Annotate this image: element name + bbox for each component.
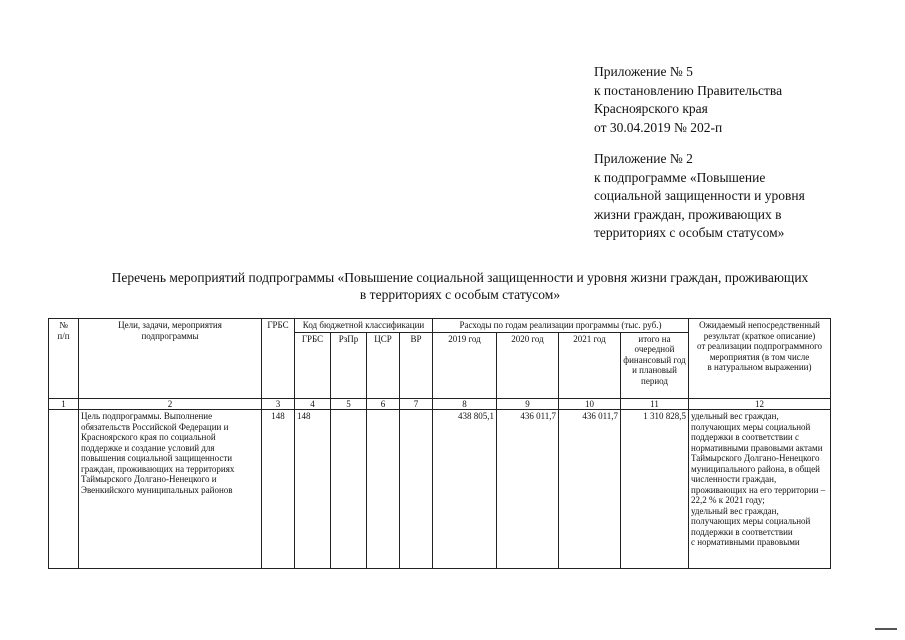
row-code-grbs-cell: 148 [295,410,331,569]
goal-line: Красноярского края по социальной [81,432,216,442]
row-outcome-cell [689,410,831,569]
goal-line: Таймырского Долгано-Ненецкого и [81,474,217,484]
header-num [49,319,79,399]
appendix-5-block [594,63,782,137]
appendix-2-line: территориях с особым статусом» [594,225,785,240]
appendix-5-line: к постановлению Правительства [594,82,783,98]
row-csr-cell [367,410,400,569]
header-expected-line: Ожидаемый непосредственный [699,320,820,330]
outcome-line: поддержки в соответствии [691,526,793,537]
goal-line: Цель подпрограммы. Выполнение [81,411,213,421]
header-num-line: п/п [57,330,70,341]
appendix-2-block [594,150,805,243]
row-rzpr-cell [331,410,367,569]
column-number: 12 [689,398,831,410]
appendix-2-line: социальной защищенности и уровня [594,188,805,203]
document-title-line-2: в территориях с особым статусом» [359,287,561,302]
header-num-line: № [59,320,68,330]
column-number: 6 [367,398,400,410]
appendix-2-line: Приложение № 2 [594,151,693,166]
column-number: 8 [433,398,497,410]
column-number: 7 [400,398,433,410]
header-expected [689,319,831,399]
outcome-line: численности граждан, [691,474,777,484]
table-row [49,410,831,569]
outcome-line: Таймырского Долгано-Ненецкого [691,453,820,463]
header-expected-line: от реализации подпрограммного [696,341,823,351]
activities-table [48,318,831,569]
header-expected-line: результат (краткое описание) [703,330,816,341]
column-number: 1 [49,398,79,410]
row-2019-cell: 438 805,1 [433,410,497,569]
outcome-line: поддержки в соответствии с [691,432,799,442]
subheader-grbs: ГРБС [295,332,331,398]
header-goals [79,319,262,399]
subheader-total-line: и плановый [632,365,677,375]
column-number: 4 [295,398,331,410]
subheader-csr: ЦСР [367,332,400,398]
goal-line: обязательств Российской Федерации и [81,421,229,432]
subheader-2020: 2020 год [497,332,559,398]
appendix-2-line: жизни граждан, проживающих в [594,206,782,222]
document-title-line-1: Перечень мероприятий подпрограммы «Повышение социальной защищенности и уровня жизни граждан, проживающих [111,270,809,285]
row-2020-cell: 436 011,7 [497,410,559,569]
header-goals-line: подпрограммы [141,330,199,341]
goal-line: поддержке и создание условий для [81,442,215,453]
column-number: 9 [497,398,559,410]
goal-line: граждан, проживающих на территориях [81,463,235,474]
header-expected-line: в натуральном выражении) [707,362,812,372]
outcome-line: получающих меры социальной [691,421,811,432]
column-number-row [49,398,831,410]
subheader-total-line: период [641,375,668,386]
outcome-line: получающих меры социальной [691,516,811,526]
outcome-line: с нормативными правовыми [691,537,800,547]
outcome-line: 22,2 % к 2021 году; [691,495,765,505]
goal-line: Эвенкийского муниципальных районов [81,484,233,495]
subheader-total-line: итого на [638,333,671,344]
subheader-2019: 2019 год [433,332,497,398]
header-expected-line: мероприятия (в том числе [709,351,810,362]
subheader-total-line: очередной [634,344,675,354]
appendix-2-line: к подпрограмме «Повышение [594,169,766,185]
scan-edge-mark [875,628,897,630]
subheader-rzpr: РзПр [331,332,367,398]
header-goals-line: Цели, задачи, мероприятия [118,320,222,330]
column-number: 5 [331,398,367,410]
header-grbs: ГРБС [262,319,295,399]
header-row-1 [49,319,831,333]
row-goal-cell [79,410,262,569]
header-expenses: Расходы по годам реализации программы (тыс. руб.) [433,319,689,333]
row-grbs-cell: 148 [262,410,295,569]
outcome-line: удельный вес граждан, [691,411,779,421]
column-number: 10 [559,398,621,410]
row-2021-cell: 436 011,7 [559,410,621,569]
outcome-line: проживающих на его территории – [691,484,826,495]
header-budget-code: Код бюджетной классификации [295,319,433,333]
subheader-vr: ВР [400,332,433,398]
outcome-line: удельный вес граждан, [691,505,779,516]
row-num-cell [49,410,79,569]
column-number: 3 [262,398,295,410]
column-number: 2 [79,398,262,410]
subheader-2021: 2021 год [559,332,621,398]
document-title [40,269,880,303]
column-number: 11 [621,398,689,410]
appendix-5-line: от 30.04.2019 № 202-п [594,119,723,135]
outcome-line: муниципального района, в общей [691,463,820,474]
row-total-cell: 1 310 828,5 [621,410,689,569]
subheader-total-line: финансовый год [623,354,686,365]
outcome-line: нормативными правовыми актами [691,442,823,453]
row-vr-cell [400,410,433,569]
appendix-5-line: Приложение № 5 [594,64,693,79]
subheader-total [621,332,689,398]
goal-line: повышения социальной защищенности [81,453,233,463]
appendix-5-line: Красноярского края [594,101,708,116]
